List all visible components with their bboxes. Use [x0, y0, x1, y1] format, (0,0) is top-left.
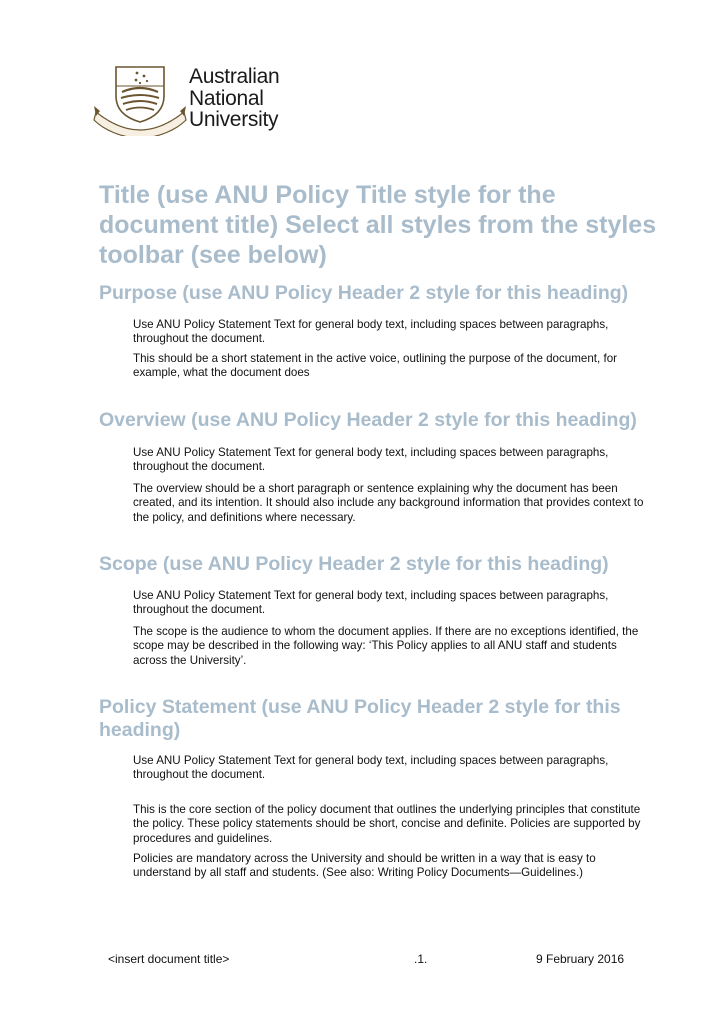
logo-line-2: National	[189, 86, 264, 110]
anu-crest-icon	[92, 64, 188, 136]
heading-overview: Overview (use ANU Policy Header 2 style for this heading)	[99, 409, 637, 431]
footer-date: 9 February 2016	[536, 952, 625, 966]
policy-paragraph-1: Use ANU Policy Statement Text for general body text, including spaces between paragraphs, throughout the document.	[133, 754, 609, 782]
heading-policy-statement: Policy Statement (use ANU Policy Header 2 style for this heading)	[99, 696, 621, 741]
overview-paragraph-1: Use ANU Policy Statement Text for general body text, including spaces between paragraphs, throughout the document.	[133, 446, 609, 474]
overview-paragraph-2: The overview should be a short paragraph or sentence explaining why the document has been created, and its intention. It should also include any background information that provides context to the policy, and definitions where necessary.	[133, 482, 644, 524]
policy-paragraph-3: Policies are mandatory across the University and should be written in a way that is easy to understand by all staff and students. (See also: Writing Policy Documents—Guidelines.)	[133, 852, 596, 880]
footer-page-number: .1.	[414, 952, 428, 966]
logo-line-1: Australian	[189, 65, 280, 88]
policy-paragraph-2: This is the core section of the policy document that outlines the underlying principles that constitute the policy. These policy statements should be short, concise and definite. Policies are supported by procedures and guidelines.	[133, 803, 641, 845]
purpose-paragraph-1: Use ANU Policy Statement Text for general body text, including spaces between paragraphs, throughout the document.	[133, 318, 609, 346]
purpose-paragraph-2: This should be a short statement in the active voice, outlining the purpose of the document, for example, what the document does	[133, 352, 617, 380]
heading-scope: Scope (use ANU Policy Header 2 style for this heading)	[99, 553, 609, 575]
footer-document-title: <insert document title>	[108, 952, 230, 966]
document-title: Title (use ANU Policy Title style for the document title) Select all styles from the styles toolbar (see below)	[99, 181, 657, 269]
heading-purpose: Purpose (use ANU Policy Header 2 style for this heading)	[99, 282, 629, 304]
scope-paragraph-1: Use ANU Policy Statement Text for general body text, including spaces between paragraphs, throughout the document.	[133, 589, 609, 617]
scope-paragraph-2: The scope is the audience to whom the document applies. If there are no exceptions identified, the scope may be described in the following way: ‘This Policy applies to all ANU staff and students across the University’.	[133, 625, 639, 667]
logo-wordmark	[189, 66, 279, 131]
logo-line-3: University	[189, 108, 279, 131]
anu-logo[interactable]	[92, 64, 292, 136]
